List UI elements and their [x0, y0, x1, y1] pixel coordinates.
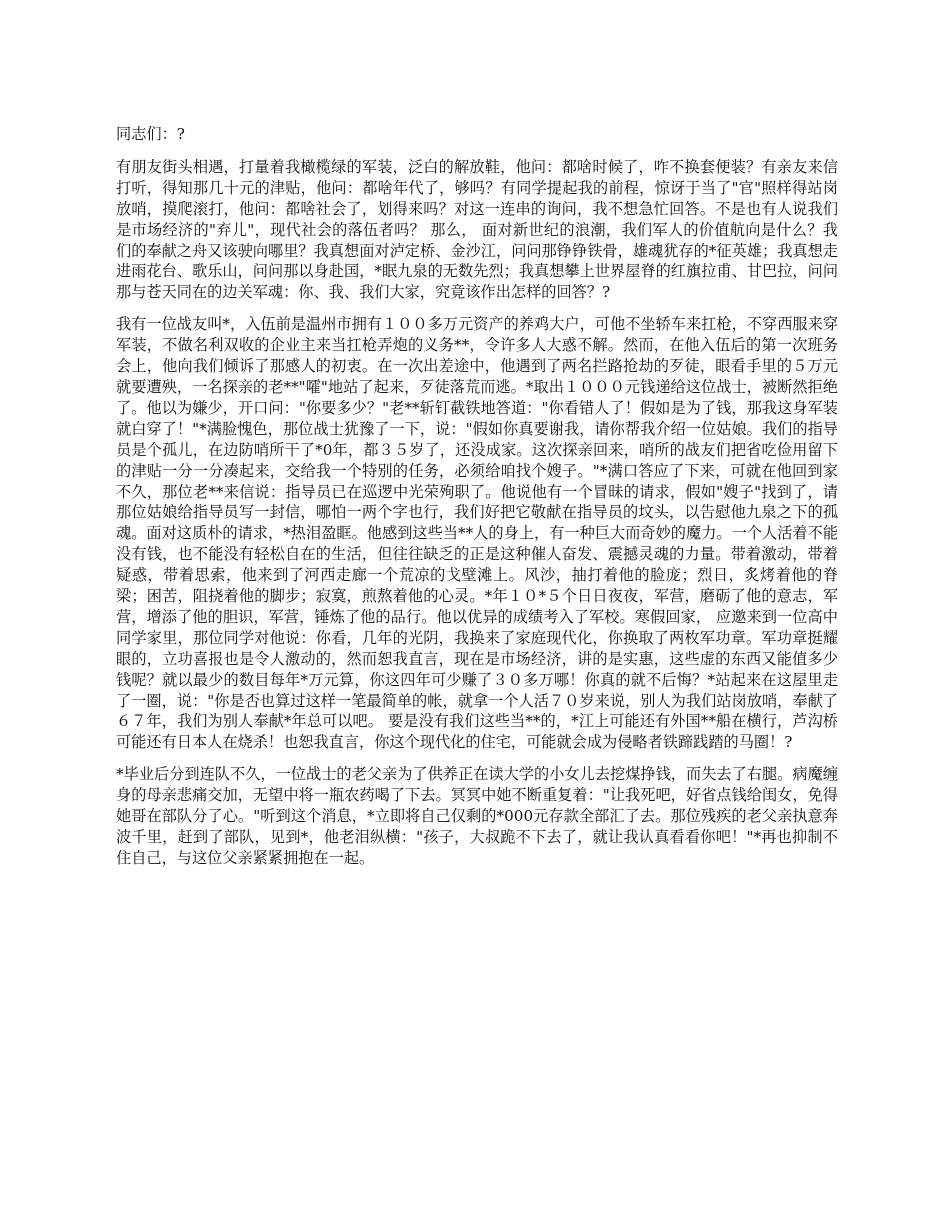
paragraph-father-story: *毕业后分到连队不久，一位战士的老父亲为了供养正在读大学的小女儿去挖煤挣钱，而失去了右腿。病魔缠身的母亲悲痛交加，无望中将一瓶农药喝了下去。冥冥中她不断重复着："让我死吧，好省点钱给闺女，免得她哥在部队分了心。"听到这个消息，*立即将自己仅剩的*000元存款全部汇了去。那位残疾的老父亲执意奔波千里，赶到了部队，见到*，他老泪纵横："孩子，大叔跪不下去了，就让我认真看看你吧！"*再也抑制不住自己，与这位父亲紧紧拥抱在一起。	[116, 765, 838, 867]
document-body	[116, 124, 838, 880]
paragraph-questions: 有朋友街头相遇，打量着我橄榄绿的军装，泛白的解放鞋，他问：都啥时候了，咋不换套便装？有亲友来信打听，得知那几十元的津贴，他问：都啥年代了，够吗？有同学提起我的前程，惊讶于当了"官"照样得站岗放哨，摸爬滚打，他问：都啥社会了，划得来吗？对这一连串的询问，我不想急忙回答。不是也有人说我们是市场经济的"弃儿"，现代社会的落伍者吗？ 那么， 面对新世纪的浪潮，我们军人的价值航向是什么？我们的奉献之舟又该驶向哪里？我真想面对泸定桥、金沙江，问问那铮铮铁骨，雄魂犹存的*征英雄；我真想走进雨花台、歌乐山，问问那以身赴国，*眠九泉的无数先烈；我真想攀上世界屋脊的红旗拉甫、甘巴拉，问问那与苍天同在的边关军魂：你、我、我们大家，究竟该作出怎样的回答？?	[116, 157, 838, 302]
greeting: 同志们：?	[116, 125, 185, 143]
paragraph-comrade-story: 我有一位战友叫*，入伍前是温州市拥有１００多万元资产的养鸡大户，可他不坐轿车来扛枪，不穿西服来穿军装，不做名利双收的企业主来当扛枪弄炮的义务**，令许多人大惑不解。然而，在他入伍后的第一次班务会上，他向我们倾诉了那感人的初衷。在一次出差途中，他遇到了两名拦路抢劫的歹徒，眼看手里的５万元就要遭殃，一名探亲的老**"嚯"地站了起来，歹徒落荒而逃。*取出１０００元钱递给这位战士，被断然拒绝了。他以为嫌少，开口问："你要多少？"老**斩钉截铁地答道："你看错人了！假如是为了钱，那我这身军装就白穿了！"*满脸愧色，那位战士犹豫了一下，说："假如你真要谢我，请你帮我介绍一位姑娘。我们的指导员是个孤儿，在边防哨所干了*0年，都３５岁了，还没成家。这次探亲回来，哨所的战友们把省吃俭用留下的津贴一分一分凑起来，交给我一个特别的任务，必须给咱找个嫂子。"*满口答应了下来，可就在他回到家不久，那位老**来信说：指导员已在巡逻中光荣殉职了。他说他有一个冒昧的请求，假如"嫂子"找到了，请那位姑娘给指导员写一封信，哪怕一两个字也行，我们好把它敬献在指导员的坟头，以告慰他九泉之下的孤魂。面对这质朴的请求，*热泪盈眶。他感到这些当**人的身上，有一种巨大而奇妙的魔力。一个人活着不能没有钱，也不能没有轻松自在的生活，但往往缺乏的正是这种催人奋发、震撼灵魂的力量。带着激动，带着疑惑，带着思索，他来到了河西走廊一个荒凉的戈壁滩上。风沙，抽打着他的脸庞；烈日，炙烤着他的脊梁；困苦，阻挠着他的脚步；寂寞，煎熬着他的心灵。*年１０*５个日日夜夜，军营，磨砺了他的意志，军营，增添了他的胆识，军营，锤炼了他的品行。他以优异的成绩考入了军校。寒假回家， 应邀来到一位高中同学家里，那位同学对他说：你看，几年的光阴，我换来了家庭现代化，你换取了两枚军功章。军功章挺耀眼的，立功喜报也是令人激动的，然而恕我直言，现在是市场经济，讲的是实惠，这些虚的东西又能值多少钱呢？就以最少的数目每年*万元算，你这四年可少赚了３０多万哪！你真的就不后悔？*站起来在这屋里走了一圈，说："你是否也算过这样一笔最简单的帐，就拿一个人活７０岁来说，别人为我们站岗放哨，奉献了６７年，我们为别人奉献*年总可以吧。 要是没有我们这些当**的，*江上可能还有外国**船在横行，芦沟桥可能还有日本人在烧杀！也恕我直言，你这个现代化的住宅，可能就会成为侵略者铁蹄践踏的马圈！?	[116, 315, 838, 752]
